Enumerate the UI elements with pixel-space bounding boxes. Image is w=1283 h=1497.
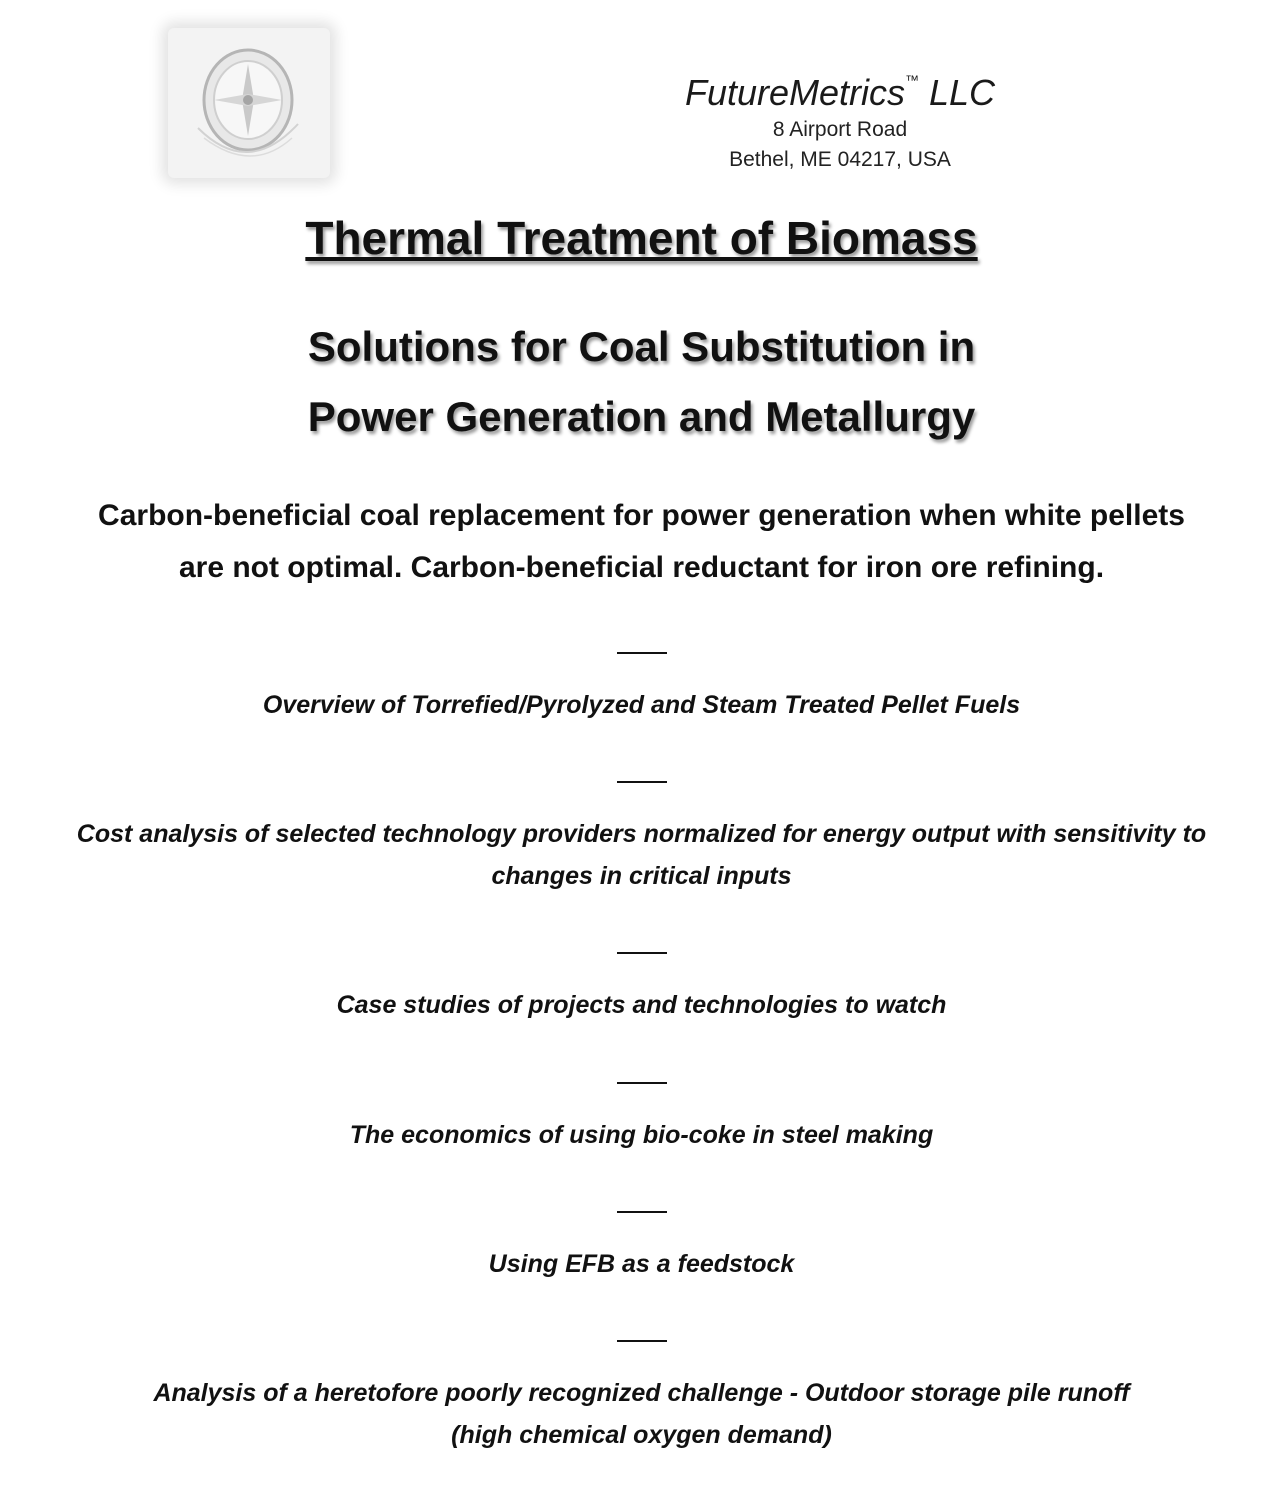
subtitle-line-1: Solutions for Coal Substitution in — [307, 323, 976, 370]
topic-item — [50, 684, 1233, 726]
topic-line-1: Overview of Torrefied/Pyrolyzed and Steam Treated Pellet Fuels — [262, 691, 1021, 719]
trademark-symbol: ™ — [905, 72, 919, 88]
company-header — [600, 58, 1080, 175]
separator-line — [617, 1211, 667, 1213]
topic-item — [50, 1243, 1233, 1285]
company-logo — [168, 28, 330, 178]
document-title: Thermal Treatment of Biomass — [305, 212, 978, 264]
topic-line-2: (high chemical oxygen demand) — [451, 1421, 832, 1449]
topic-line-2: changes in critical inputs — [491, 862, 792, 890]
intro-paragraph — [40, 490, 1243, 594]
intro-line-2: are not optimal. Carbon-beneficial reductant for iron ore refining. — [178, 551, 1105, 584]
topic-line-1: Case studies of projects and technologies to watch — [336, 991, 947, 1019]
topic-line-1: Cost analysis of selected technology providers normalized for energy output with sensitivity to — [76, 820, 1207, 848]
separator-line — [617, 952, 667, 954]
topic-line-1: Using EFB as a feedstock — [488, 1250, 795, 1278]
intro-line-1: Carbon-beneficial coal replacement for power generation when white pellets — [98, 499, 1185, 532]
document-subtitle — [0, 312, 1283, 452]
address-line-1: 8 Airport Road — [772, 118, 908, 141]
separator-line — [617, 1340, 667, 1342]
separator-line — [617, 781, 667, 783]
compass-icon — [168, 28, 330, 178]
separator-line — [617, 1082, 667, 1084]
topic-line-1: Analysis of a heretofore poorly recognized challenge - Outdoor storage pile runoff — [153, 1379, 1130, 1407]
topic-item — [50, 984, 1233, 1026]
topic-line-1: The economics of using bio-coke in steel making — [349, 1121, 934, 1149]
company-suffix: LLC — [919, 72, 996, 113]
topic-item — [50, 813, 1233, 897]
topic-item — [50, 1114, 1233, 1156]
separator-line — [617, 652, 667, 654]
topic-item — [50, 1372, 1233, 1456]
company-name — [600, 58, 1080, 115]
subtitle-line-2: Power Generation and Metallurgy — [307, 393, 976, 440]
company-name-text: FutureMetrics — [684, 72, 905, 113]
address-line-2: Bethel, ME 04217, USA — [729, 148, 951, 171]
